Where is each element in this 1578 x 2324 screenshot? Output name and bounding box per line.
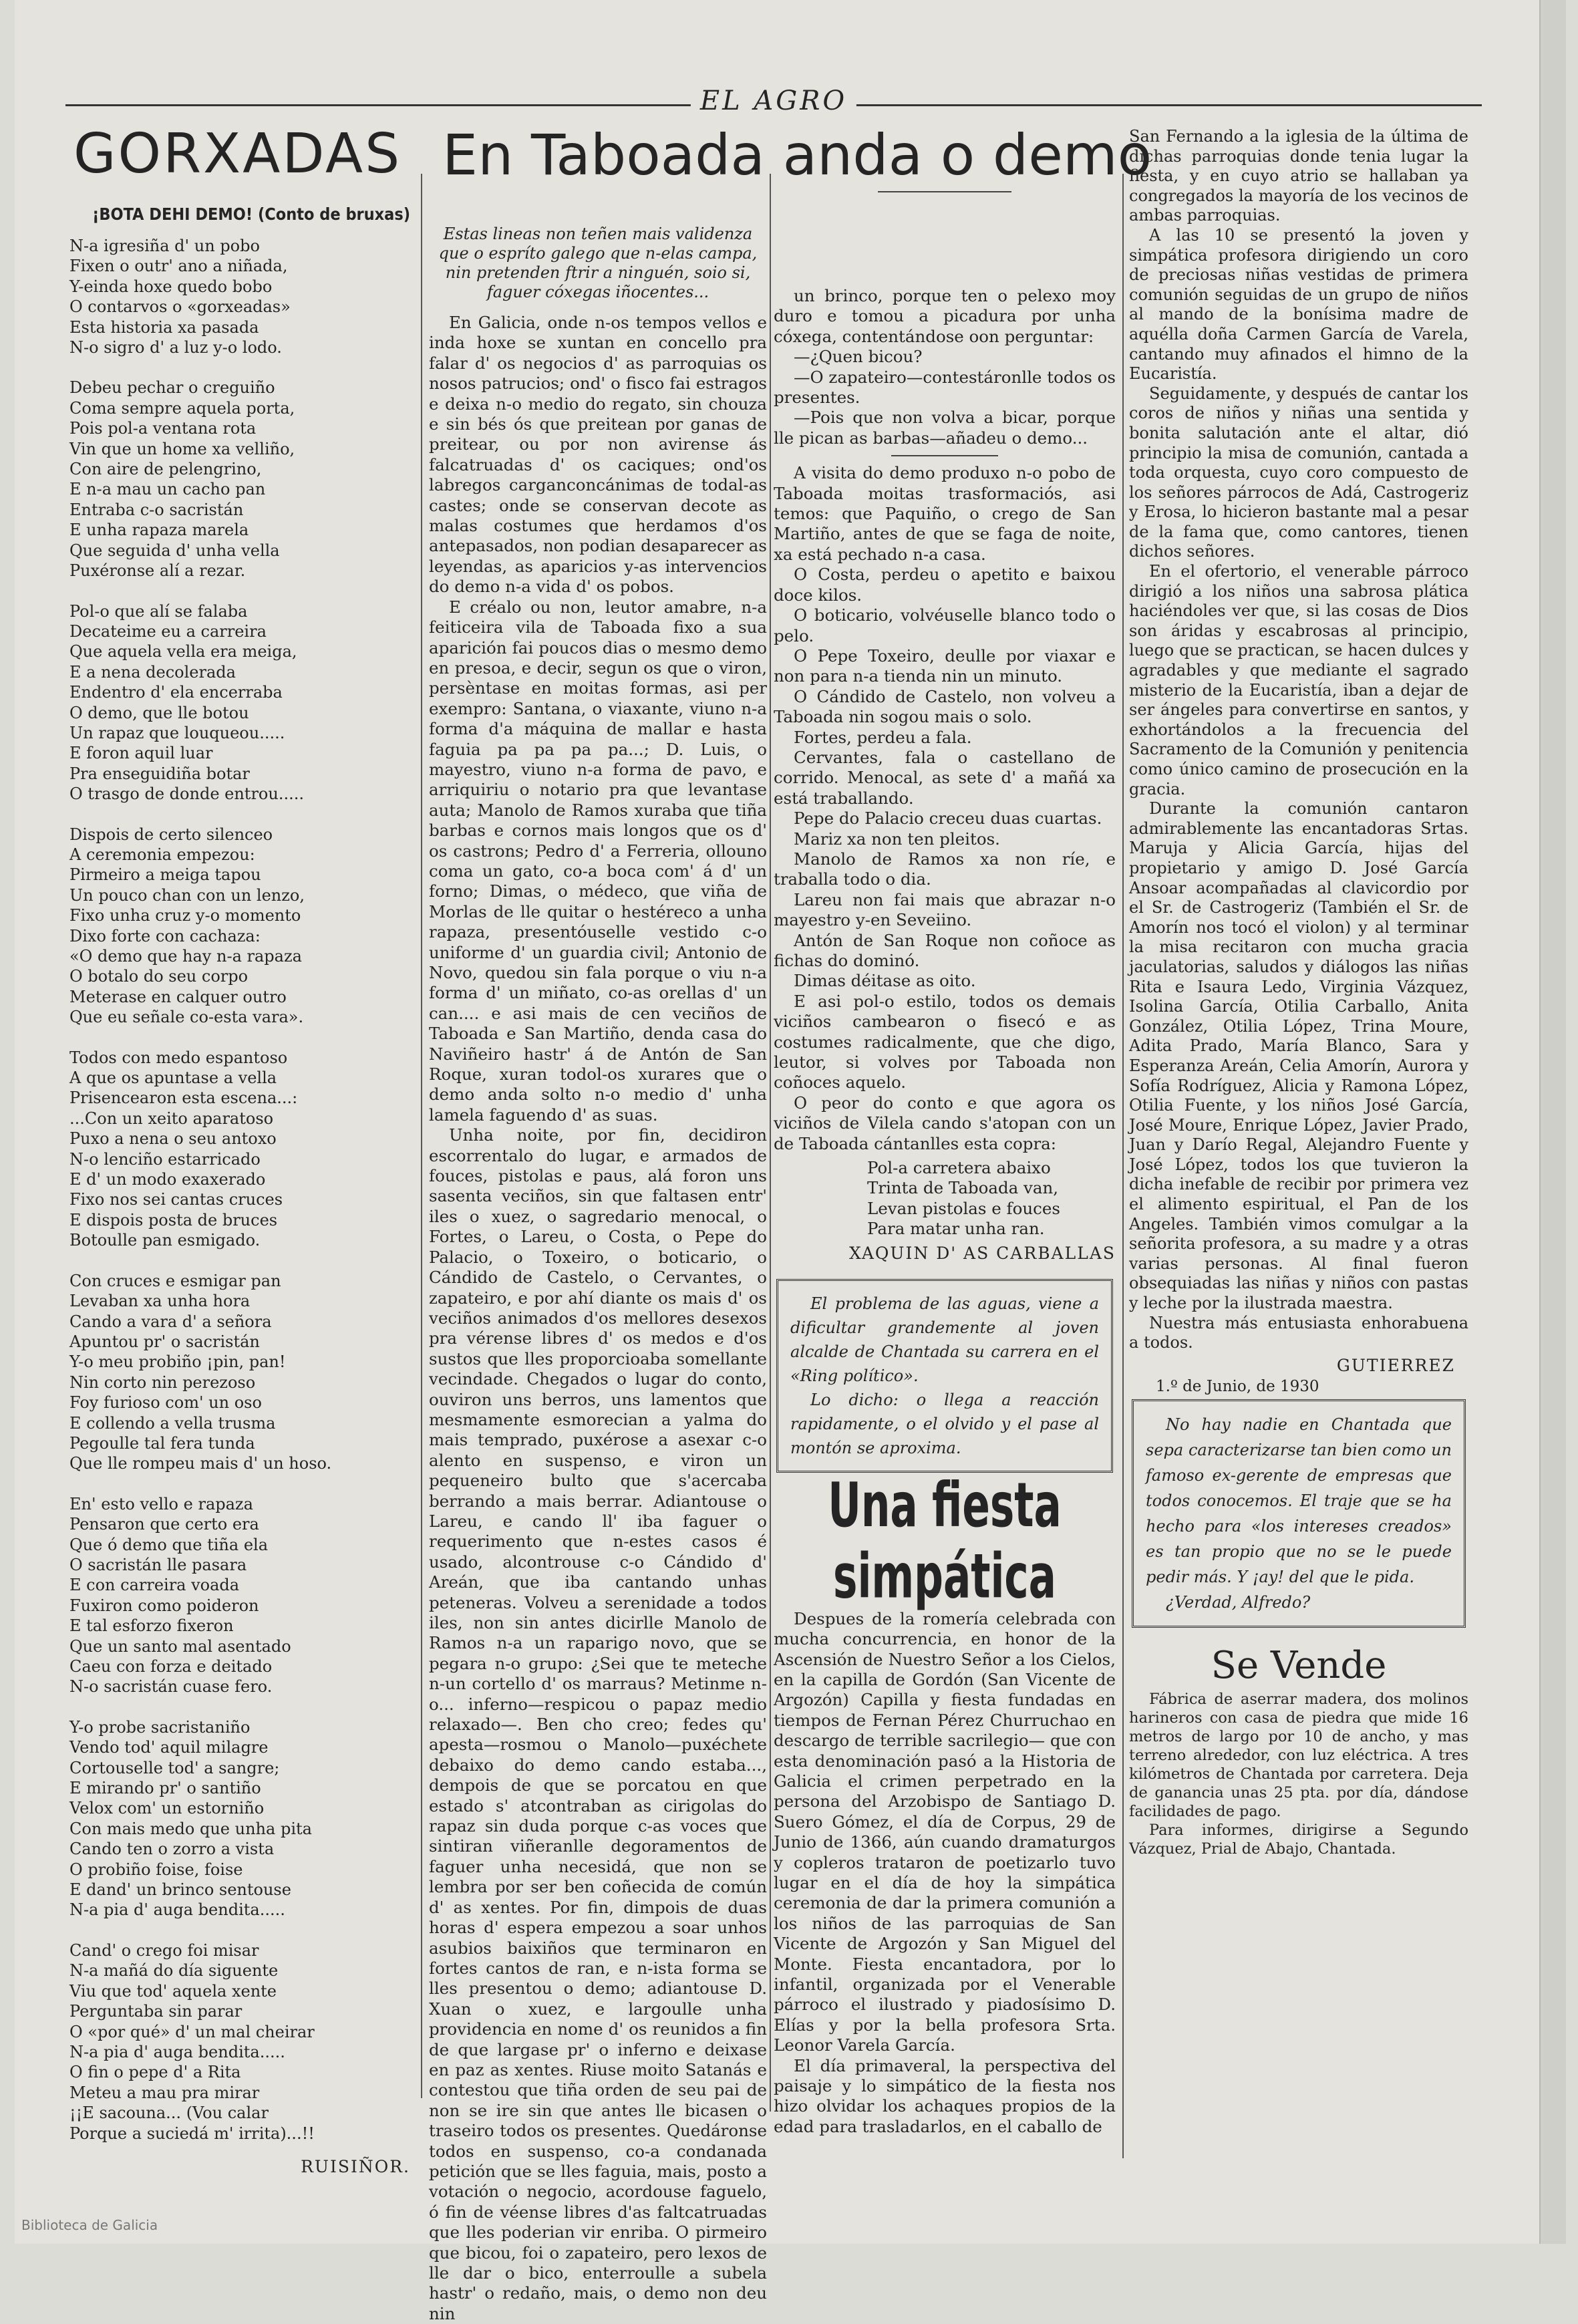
fiesta-body: [774, 1609, 1116, 2138]
fiesta-paragraph: Despues de la romería celebrada con mucha concurrencia, en honor de la Ascensión de Nuestro Señor a los Cielos, en la capilla de Gordón (San Vicente de Argozón) Capilla y fiesta fundadas en tiempos de Fernan Pérez Churruchao en descargo de terrible sacrilegio— que con esta denominación pasó a la Historia de Galicia el crimen perpetrado en la persona del Arzobispo de Santiago D. Suero Gómez, el día de Corpus, 29 de Junio de 1366, aún cuando dramaturgos y copleros trataron de poetizarlo tuvo lugar en el día de hoy la simpática ceremonia de dar la primera comunión a los niños de las parroquias de San Vicente de Argozón y San Miguel del Monte. Fiesta encantadora, por lo infantil, organizada por el Venerable párroco el ilustrado y piadosísimo D. Elías y por la bella profesora Srta. Leonor Varela García.: [774, 1608, 1116, 2055]
poem-stanza: Dispois de certo silenceo A ceremonia empezou: Pirmeiro a meiga tapou Un pouco chan con un lenzo, Fixo unha cruz y-o momento Dixo forte con cachaza: «O demo que hay n-a rapaza O botalo do seu corpo Meterase en calquer outro Que eu señale co-esta vara».: [69, 825, 305, 1027]
gorxadas-headline: GORXADAS: [73, 122, 402, 186]
for-sale-ad: [1129, 1690, 1468, 1858]
article-paragraph: O peor do conto e que agora os viciños de Vilela cando s'atopan con un de Taboada cántanlles esta copra:: [774, 1093, 1116, 1153]
poem-stanza: Con cruces e esmigar pan Levaban xa unha hora Cando a vara d' a señora Apuntou pr' o sacristán Y-o meu probiño ¡pin, pan! Nin corto nin perezoso Foy furioso com' un oso E collendo a vella trusma Pegoulle tal fera tunda Que lle rompeu mais d' un hoso.: [69, 1271, 332, 1473]
column-fiesta-cont: [1129, 127, 1468, 2132]
article-paragraph: O boticario, volvéuselle blanco todo o pelo.: [774, 605, 1116, 645]
fiesta-paragraph: El día primaveral, la perspectiva del paisaje y lo simpático de la fiesta nos hizo olvidar los achaques propios de la edad para trasladarlos, en el caballo de: [774, 2055, 1116, 2136]
article-paragraph: Mariz xa non ten pleitos.: [794, 829, 1000, 849]
fiesta-signature: GUTIERREZ: [1336, 1355, 1455, 1375]
article-paragraph: En Galicia, onde n-os tempos vellos e inda hoxe se xuntan en concello pra falar d' os negocios d' as parroquias os nosos patrucios; ond' o fisco fai estragos e deixa n-o medio do regato, sin chouza e sin bés ós que preitean por ganas de preitear, ou por non avirense ás falcatruadas d' os caciques; ond'os labregos carganconcánimas de todal-as castes; onde se conservan decote as malas costumes que herdamos d'os antepasados, non podian desaparecer as leyendas, as aparicios y-as intervencios do demo n-a vida d' os pobos.: [429, 313, 767, 597]
article-paragraph: un brinco, porque ten o pelexo moy duro e tomou a picadura por unha cóxega, contentándose oon perguntar:: [774, 286, 1116, 346]
ad-paragraph: Para informes, dirigirse a Segundo Vázquez, Prial de Abajo, Chantada.: [1129, 1821, 1468, 1858]
fiesta-paragraph: San Fernando a la iglesia de la última de dichas parroquias donde tenia lugar la fiesta, y en cuyo atrio se hallaban ya congregados la mayoría de los vecinos de ambas parroquias.: [1129, 127, 1468, 225]
article-continuation: [774, 286, 1116, 1154]
boxed-note-chantada: [1132, 1399, 1466, 1628]
article-paragraph: O Pepe Toxeiro, deulle por viaxar e non para n-a tienda nin un minuto.: [774, 645, 1116, 686]
poem-stanza: N-a igresiña d' un pobo Fixen o outr' ano a niñada, Y-einda hoxe quedo bobo O contarvos o «gorxeadas» Esta historia xa pasada N-o sigro d' a luz y-o lodo.: [69, 237, 291, 357]
section-rule: [891, 455, 998, 456]
article-paragraph: —Pois que non volva a bicar, porque lle pican as barbas—añadeu o demo...: [774, 408, 1116, 448]
article-paragraph: Lareu non fai mais que abrazar n-o mayestro y-en Seveiino.: [774, 889, 1116, 930]
fiesta-headline: Una fiesta simpática: [828, 1470, 1062, 1613]
newspaper-page: [15, 0, 1566, 2323]
page-header: [65, 86, 1482, 116]
boxed-note-text: Lo dicho: o llega a reacción rapidamente, o el olvido y el pase al montón se aproxima.: [790, 1390, 1099, 1457]
article-paragraph: E créalo ou non, leutor amabre, n-a feiticeira vila de Taboada fixo a sua aparición fai poucos dias o mesmo demo en presoa, e decir, segun os que o viron, persèntase en moitas formas, asi per exempro: Santana, o viaxante, viuno n-a forma d'a máquina de mallar e hasta faguia pa pa pa pa...; D. Luis, o mayestro, viuno n-a forma de pavo, e arriquiriu o notario pra que levantase auta; Manolo de Ramos xuraba que tiña barbas e cornos mais longos que os d' os castrons; Pedro d' a Ferreria, ollouno coma un gato, co-a boca com' á d' un forno; Dimas, o médeco, que viña de Morlas de lle quitar o hestéreco a unha rapaza, presentóuselle vestido c-o uniforme d' un guardia civil; Antonio de Novo, quedou sin fala porque o viu n-a forma d' un miñato, co-as orellas d' un can.... e asi mais de cen veciños de Taboada e San Martiño, denda casa do Naviñeiro hastr' á de Antón de San Roque, xuran todol-os xurares que o demo anda solto n-o medio d' unha lamela faguendo d' as suas.: [429, 597, 767, 1125]
fiesta-paragraph: Seguidamente, y después de cantar los coros de niños y niñas una sentida y bonita salutación ante el altar, dió principio la misa de comunión, cantada a toda orquesta, cuyo coro compuesto de los señores párrocos de Adá, Castrogeriz y Erosa, lo hicieron bastante mal a pesar de la fama que, como cantores, tienen dichos señores.: [1129, 384, 1468, 561]
article-paragraph: —¿Quen bicou?: [794, 347, 923, 367]
fiesta-dateline: 1.º de Junio, de 1930: [1156, 1377, 1319, 1395]
fiesta-continuation: [1129, 127, 1468, 1353]
article-paragraph: —O zapateiro—contestáronlle todos os presentes.: [774, 367, 1116, 408]
boxed-note-aguas: [776, 1279, 1113, 1473]
column-gorxadas: [69, 122, 410, 2176]
poem-stanza: Pol-o que alí se falaba Decateime eu a carreira Que aquela vella era meiga, E a nena decolerada Endentro d' ela encerraba O demo, que lle botou Un rapaz que louqueou..... E foron aquil luar Pra enseguidiña botar O trasgo de donde entrou.....: [69, 601, 304, 804]
article-body: [429, 313, 767, 2324]
verse-quote: Pol-a carretera abaixo Trinta de Taboada van, Levan pistolas e fouces Para matar unha ran.: [867, 1158, 1060, 1239]
for-sale-headline: Se Vende: [1211, 1643, 1387, 1687]
poem-stanza: Todos con medo espantoso A que os apuntase a vella Prisencearon esta escena...: ...Con un xeito aparatoso Puxo a nena o seu antoxo N-o lenciño estarricado E d' un modo exaxerado Fixo nos sei cantas cruces E dispois posta de bruces Botoulle pan esmigado.: [69, 1048, 298, 1250]
article-paragraph: Cervantes, fala o castellano de corrido. Menocal, as sete d' a mañá xa está traballando.: [774, 747, 1116, 808]
poem: [69, 236, 410, 2144]
fiesta-paragraph: A las 10 se presentó la joven y simpática profesora dirigiendo un coro de preciosas niñas vestidas de primera comunión seguidas de un grupo de niños al mando de la bonísima madre de aquélla doña Carmen García de Varela, cantando muy afinados el himno de la Eucaristía.: [1129, 225, 1468, 384]
article-paragraph: Unha noite, por fin, decidiron escorrentalo do lugar, e armados de fouces, pistolas e paus, alá foron uns sasenta veciños, sin que faltasen entr' iles o xuez, o sagredario menocal, o Fortes, o Lareu, o Costa, o Pepe do Palacio, o Toxeiro, o boticario, o Cándido de Castelo, o Cervantes, o zapateiro, e por ahí diante os mais d' os veciños animados d'os mellores desexos pra vérense libres d' os medos e d'os sustos que lles proporcioaba somellante vecindade. Chegados o lugar do conto, ouviron uns berros, uns lamentos que mesmamente esmorecian a yalma do mais temprado, puxérose a asexar c-o alento en suspenso, e viron un pequeneiro bulto que s'acercaba berrando a mais berrar. Adiantouse o Lareu, e cando ll' iba faguer o requerimento que n-estes casos é usado, alcontrouse c-o Cándido d' Areán, que iba cantando unhas peteneras. Volveu a serenidade a todos iles, non sin antes dicirlle Manolo de Ramos n-a un raparigo novo, que se pegara n-o grupo: ¿Sei que te meteche n-un cortello d' os marraus? Metinme n-o... inferno—respicou o papaz medio relaxado—. Ben cho creo; fedes qu' apesta—rosmou o Manolo—puxéchete debaixo do demo cando estaba..., dempois de que se porcatou en que estado s' atcontraban as cirigolas do rapaz sin duda porque c-as voces que sintiran viñeranlle degoramentos de faguer unha necesidá, que non se lembra por ser ben coñecida de común d' as xentes. Por fin, dimpois de duas horas d' espera empezou a soar unhos asubios baixiños que terminaron en fortes cantos de ran, e n-ista forma se lles presentou o demo; adiantouse D. Xuan o xuez, e largoulle unha providencia en nome d' os reunidos a fin de que largase pr' o inferno e deixase en paz as xentes. Riuse moito Satanás e contestou que tiña orden de seu pai de non se ire sin que antes lle bicasen o traseiro todos os presentes. Quedáronse todos en suspenso, co-a condanada petición que se lles faguia, mais, posto a votación o negocio, acordouse faguelo, ó fin de véense libres d'as faltcatruadas que lles poderian vir enriba. O pirmeiro que bicou, foi o zapateiro, pero lexos de lle dar o bico, enterroulle a subela hastr' o redaño, mais, o demo non deu nin: [429, 1125, 767, 2323]
ad-paragraph: Fábrica de aserrar madera, dos molinos harineros con casa de piedra que mide 16 metros de largo por 10 de ancho, y mas terreno alrededor, con luz eléctrica. A tres kilómetros de Chantada por carretera. Deja de ganancia unas 25 pta. por día, dándose facilidades de pago.: [1129, 1690, 1468, 1820]
poem-stanza: Cand' o crego foi misar N-a mañá do día siguente Viu que tod' aquela xente Perguntaba sin parar O «por qué» d' un mal cheirar N-a pia d' auga bendita..... O fin o pepe d' a Rita Meteu a mau pra mirar ¡¡E sacouna... (Vou calar Porque a suciedá m' irrita)...!!: [69, 1940, 315, 2143]
gorxadas-subhead: ¡BOTA DEHI DEMO! (Conto de bruxas): [92, 204, 410, 224]
boxed-note-text: El problema de las aguas, viene a dificultar grandemente al joven alcalde de Chantada su carrera en el «Ring político».: [790, 1294, 1099, 1385]
library-watermark: Biblioteca de Galicia: [21, 2217, 158, 2233]
column-top-spacer: [774, 191, 1116, 286]
article-paragraph: Antón de San Roque non coñoce as fichas do dominó.: [774, 930, 1116, 970]
article-epigraph: Estas lineas non teñen mais validenza que o espríto galego que n-elas campa, nin pretenden ftrir a ninguén, soio si, faguer cóxegas iñocentes...: [438, 225, 758, 301]
article-paragraph: Dimas déitase as oito.: [794, 971, 976, 991]
page-binding: [1539, 0, 1566, 2244]
column-divider: [421, 174, 422, 2098]
boxed-note-text: No hay nadie en Chantada que sepa caracterizarse tan bien como un famoso ex-gerente de empresas que todos conocemos. El traje que se ha hecho para «los intereses creados» es tan propio que no se le puede pedir más. Y ¡ay! del que le pida.: [1146, 1415, 1452, 1586]
article-paragraph: Fortes, perdeu a fala.: [794, 727, 972, 747]
fiesta-paragraph: En el ofertorio, el venerable párroco dirigió a los niños una sabrosa plática haciéndoles ver que, si las cosas de Dios son áridas y escabrosas al principio, luego que se practican, se hacen dulces y agradables y que mediante el sagrado misterio de la Eucaristía, iban a dejar de ser ángeles para convertirse en santos, y exhortándolos a la frecuencia del Sacramento de la Comunión y penitencia como único camino de prosecución en la gracia.: [1129, 562, 1468, 798]
poem-stanza: Y-o probe sacristaniño Vendo tod' aquil milagre Cortouselle tod' a sangre; E mirando pr' o santiño Velox com' un estorniño Con mais medo que unha pita Cando ten o zorro a vista O probiño foise, foise E dand' un brinco sentouse N-a pia d' auga bendita.....: [69, 1717, 312, 1920]
poem-stanza: Debeu pechar o creguiño Coma sempre aquela porta, Pois pol-a ventana rota Vin que un home xa velliño, Con aire de pelengrino, E n-a mau un cacho pan Entraba c-o sacristán E unha rapaza marela Que seguida d' unha vella Puxéronse alí a rezar.: [69, 378, 295, 581]
article-paragraph: A visita do demo produxo n-o pobo de Taboada moitas trasformaciós, asi temos: que Paquiño, o crego de San Martiño, antes de que se faga de noite, xa está pechado n-a casa.: [774, 463, 1116, 564]
column-divider: [770, 174, 771, 2112]
fiesta-paragraph: Durante la comunión cantaron admirablemente las encantadoras Srtas. Maruja y Alicia García, hijas del propietario y amigo D. José García Ansoar acompañadas al clavicordio por el Sr. de Castrogeriz (También el Sr. de Amorín nos tocó el violon) y al terminar la misa recitaron con mucha gracia jaculatorias, saludos y diálogos las niñas Rita e Isaura Ledo, Virginia Vázquez, Isolina García, Otilia Carballo, Anita González, Otilia López, Trina Moure, Adita Prado, María Blanco, Sara y Esperanza Areán, Celia Amorín, Aurora y Sofía Rodríguez, Alicia y Ramona López, Otilia Fuente, y los niños José García, José Moure, Enrique López, Javier Prado, Juan y Darío Regal, Alejandro Fuente y José López, todos los que tuvieron la dicha inefable de recibir por primera vez el alimento espiritual, el Pan de los Angeles. También vimos comulgar a la señorita profesora, a su madre y a otras varias personas. Al final fueron obsequiadas las niñas y niños con pastas y leche por la ilustrada maestra.: [1129, 799, 1468, 1313]
article-paragraph: O Cándido de Castelo, non volveu a Taboada nin sogou mais o solo.: [774, 686, 1116, 727]
newspaper-title: EL AGRO: [691, 86, 856, 116]
article-paragraph: Pepe do Palacio creceu duas cuartas.: [794, 809, 1102, 829]
column-divider: [1122, 174, 1124, 2158]
column-taboada: [429, 127, 767, 2323]
headline-underline: [878, 191, 1011, 192]
article-paragraph: O Costa, perdeu o apetito e baixou doce kilos.: [774, 565, 1116, 605]
article-paragraph: Manolo de Ramos xa non ríe, e traballa todo o dia.: [774, 849, 1116, 889]
poem-signature: RUISIÑOR.: [301, 2156, 410, 2176]
fiesta-paragraph: Nuestra más entusiasta enhorabuena a todos.: [1129, 1313, 1468, 1352]
article-signature: XAQUIN D' AS CARBALLAS: [848, 1243, 1116, 1263]
column-taboada-cont: [774, 127, 1116, 2136]
article-paragraph: E asi pol-o estilo, todos os demais viciños cambearon o fisecó e as costumes radicalmente, que che digo, leutor, si volves por Taboada non coñoces aquelo.: [774, 991, 1116, 1093]
boxed-note-text: ¿Verdad, Alfredo?: [1166, 1592, 1311, 1612]
poem-stanza: En' esto vello e rapaza Pensaron que certo era Que ó demo que tiña ela O sacristán lle pasara E con carreira voada Fuxiron como poideron E tal esforzo fixeron Que un santo mal asentado Caeu con forza e deitado N-o sacristán cuase fero.: [69, 1494, 291, 1697]
taboada-headline: En Taboada anda o demo: [442, 122, 1152, 188]
